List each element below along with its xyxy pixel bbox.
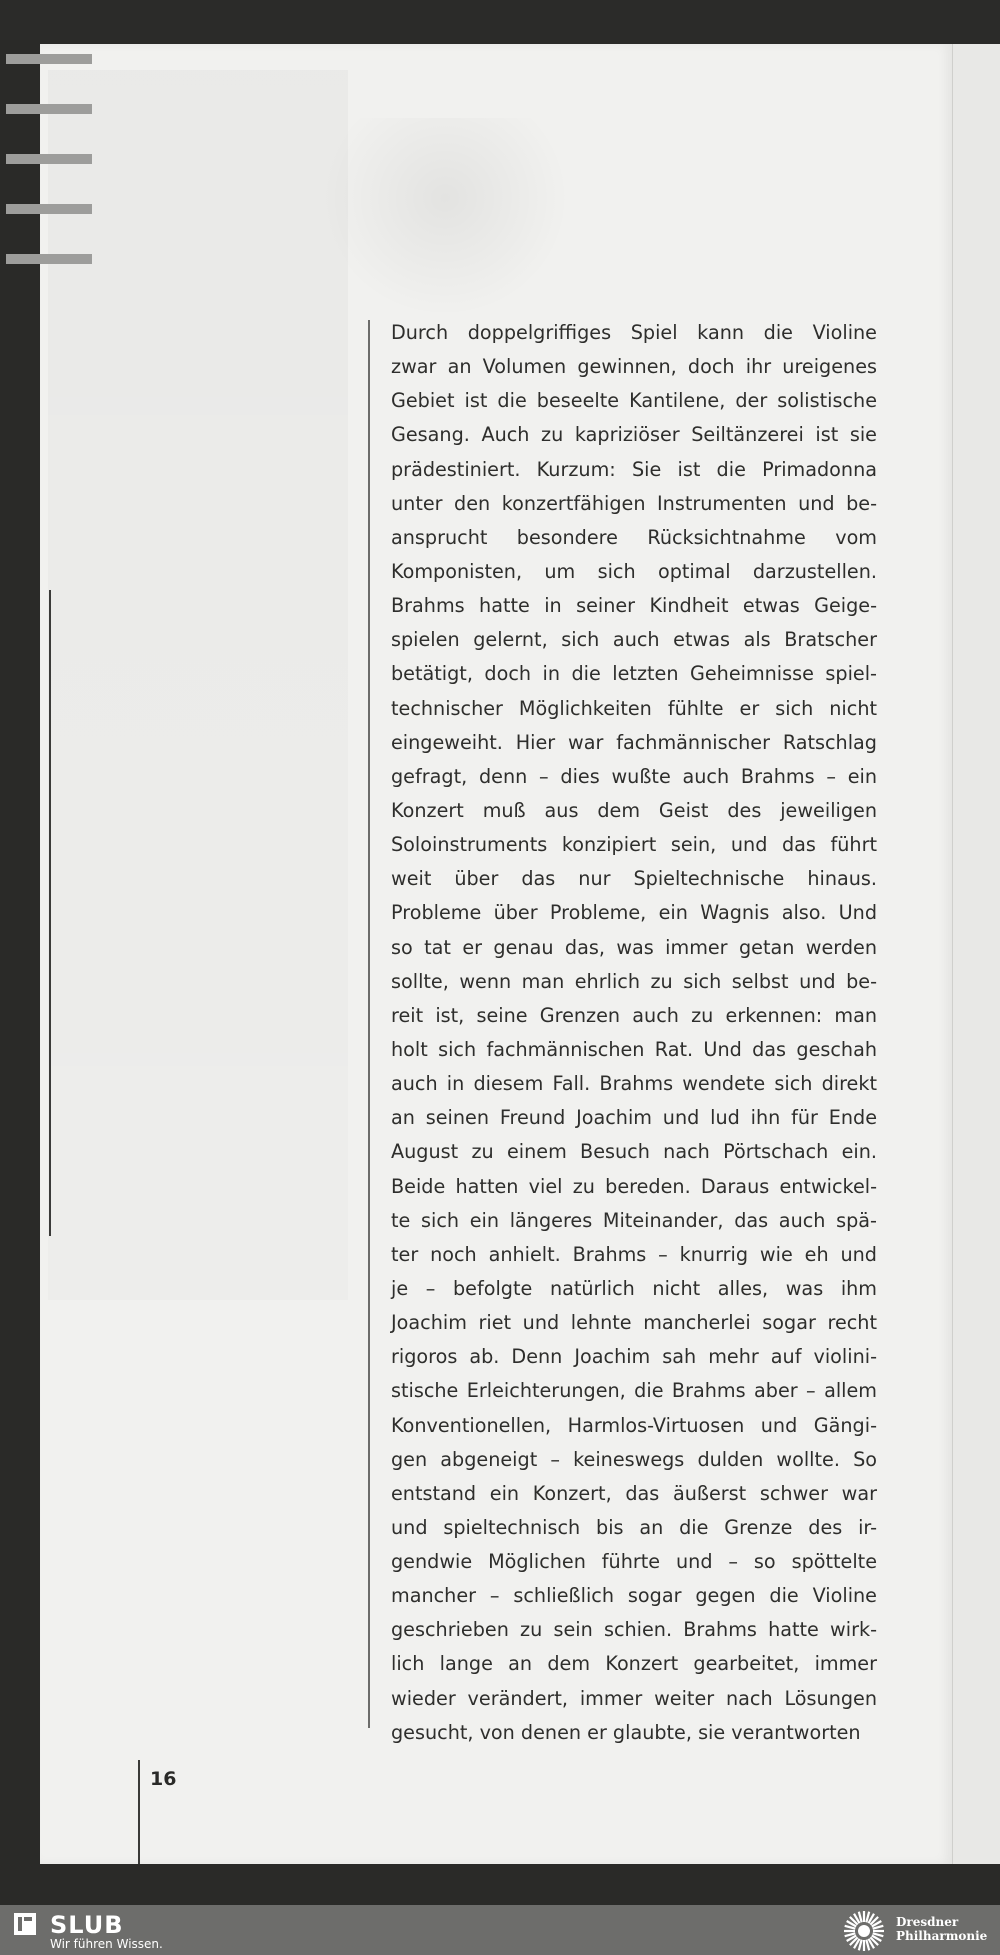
text-line: Probleme über Probleme, ein Wagnis also. Und xyxy=(391,901,877,925)
register-marks xyxy=(6,54,92,304)
partner-name-line1: Dresdner xyxy=(896,1915,959,1929)
text-line: reit ist, seine Grenzen auch zu erkennen: man xyxy=(391,1003,877,1027)
scan-background-top xyxy=(0,0,1000,40)
text-line: Beide hatten viel zu bereden. Daraus entwickel- xyxy=(391,1174,877,1198)
text-line: unter den konzertfähigen Instrumenten und be- xyxy=(391,491,877,515)
text-line: geschrieben zu sein schien. Brahms hatte wirk- xyxy=(391,1618,877,1642)
library-name: SLUB xyxy=(50,1911,124,1939)
text-line: wieder verändert, immer weiter nach Lösungen xyxy=(391,1686,877,1710)
text-line: und spieltechnisch bis an die Grenze des ir- xyxy=(391,1515,877,1539)
text-line: Joachim riet und lehnte mancherlei sogar recht xyxy=(391,1311,877,1335)
page-number-rule xyxy=(138,1760,140,1864)
text-line: rigoros ab. Denn Joachim sah mehr auf violini- xyxy=(391,1345,877,1369)
text-line: Konventionellen, Harmlos-Virtuosen und Gängi- xyxy=(391,1413,877,1437)
text-line: Gebiet ist die beseelte Kantilene, der solistische xyxy=(391,389,877,413)
text-line: so tat er genau das, was immer getan werden xyxy=(391,935,877,959)
slub-logo-icon xyxy=(14,1913,36,1935)
text-line: an seinen Freund Joachim und lud ihn für Ende xyxy=(391,1106,877,1130)
text-line: zwar an Volumen gewinnen, doch ihr ureigenes xyxy=(391,355,877,379)
text-line: mancher – schließlich sogar gegen die Violine xyxy=(391,1584,877,1608)
text-line: entstand ein Konzert, das äußerst schwer war xyxy=(391,1481,877,1505)
text-line: sollte, wenn man ehrlich zu sich selbst und be- xyxy=(391,969,877,993)
register-mark xyxy=(6,204,92,214)
next-page-edge xyxy=(952,44,1000,1864)
register-mark xyxy=(6,104,92,114)
text-line: Brahms hatte in seiner Kindheit etwas Geige- xyxy=(391,594,877,618)
show-through-portrait xyxy=(320,118,570,318)
partner-name-line2: Philharmonie xyxy=(896,1929,988,1943)
text-line: je – befolgte natürlich nicht alles, was ihm xyxy=(391,1276,877,1300)
page-edge-rule xyxy=(49,590,51,1236)
page-number: 16 xyxy=(150,1768,177,1790)
text-line: August zu einem Besuch nach Pörtschach ein. xyxy=(391,1140,877,1164)
text-line: spielen gelernt, sich auch etwas als Bratscher xyxy=(391,628,877,652)
text-line: ansprucht besondere Rücksichtnahme vom xyxy=(391,525,877,549)
register-mark xyxy=(6,254,92,264)
library-tagline: Wir führen Wissen. xyxy=(50,1937,163,1951)
text-line: Soloinstruments konzipiert sein, und das führt xyxy=(391,833,877,857)
text-line: gesucht, von denen er glaubte, sie verantworten xyxy=(391,1720,861,1744)
register-mark xyxy=(6,154,92,164)
text-line: Konzert muß aus dem Geist des jeweiligen xyxy=(391,798,877,822)
text-line: Gesang. Auch zu kapriziöser Seiltänzerei ist sie xyxy=(391,423,877,447)
register-mark xyxy=(6,54,92,64)
text-line: ter noch anhielt. Brahms – knurrig wie eh und xyxy=(391,1242,877,1266)
text-line: auch in diesem Fall. Brahms wendete sich direkt xyxy=(391,1072,877,1096)
text-line: weit über das nur Spieltechnische hinaus. xyxy=(391,867,877,891)
text-line: gefragt, denn – dies wußte auch Brahms – ein xyxy=(391,764,877,788)
text-line: prädestiniert. Kurzum: Sie ist die Primadonna xyxy=(391,457,877,481)
text-line: Komponisten, um sich optimal darzustellen. xyxy=(391,559,877,583)
body-text xyxy=(391,316,877,1750)
text-line: eingeweiht. Hier war fachmännischer Ratschlag xyxy=(391,730,877,754)
text-line: Durch doppelgriffiges Spiel kann die Violine xyxy=(391,321,877,344)
text-line: gendwie Möglichen führte und – so spöttelte xyxy=(391,1550,877,1574)
text-line: lich lange an dem Konzert gearbeitet, immer xyxy=(391,1652,877,1676)
show-through-area xyxy=(48,70,348,1300)
text-line: betätigt, doch in die letzten Geheimnisse spiel- xyxy=(391,662,877,686)
footer-bar xyxy=(0,1905,1000,1955)
text-line: gen abgeneigt – keineswegs dulden wollte. So xyxy=(391,1447,877,1471)
dresdner-philharmonie-sunburst-icon xyxy=(842,1909,886,1953)
text-line: te sich ein längeres Miteinander, das auch spä- xyxy=(391,1208,877,1232)
text-line: technischer Möglichkeiten fühlte er sich nicht xyxy=(391,696,877,720)
partner-name xyxy=(896,1915,987,1943)
text-line: holt sich fachmännischen Rat. Und das geschah xyxy=(391,1037,877,1061)
column-rule xyxy=(368,320,370,1728)
text-line: stische Erleichterungen, die Brahms aber – allem xyxy=(391,1379,877,1403)
sunburst-center xyxy=(858,1925,870,1937)
